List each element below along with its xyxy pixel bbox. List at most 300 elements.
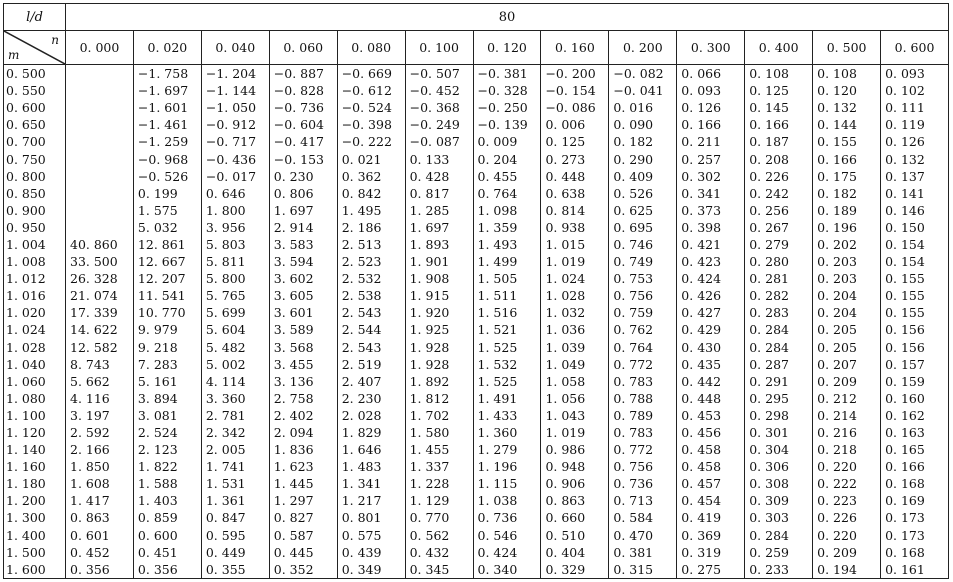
- value-cell: 0. 458: [677, 441, 745, 458]
- value-cell: 0. 427: [677, 304, 745, 321]
- value-cell: 9. 979: [133, 321, 201, 338]
- value-cell: 0. 456: [677, 424, 745, 441]
- value-cell: 0. 736: [609, 475, 677, 492]
- m-value-cell: 1. 004: [4, 236, 66, 253]
- value-cell: 1. 511: [473, 287, 541, 304]
- value-cell: 0. 817: [405, 185, 473, 202]
- m-value-cell: 1. 300: [4, 509, 66, 526]
- value-cell: 1. 115: [473, 475, 541, 492]
- value-cell: 17. 339: [66, 304, 134, 321]
- value-cell: −0. 041: [609, 82, 677, 99]
- value-cell: −0. 200: [541, 65, 609, 83]
- value-cell: 0. 203: [813, 253, 881, 270]
- value-cell: 0. 301: [745, 424, 813, 441]
- value-cell: 0. 282: [745, 287, 813, 304]
- value-cell: 12. 667: [133, 253, 201, 270]
- value-cell: 0. 125: [541, 133, 609, 150]
- value-cell: 0. 220: [813, 458, 881, 475]
- value-cell: 1. 893: [405, 236, 473, 253]
- value-cell: 0. 157: [881, 356, 949, 373]
- value-cell: 0. 212: [813, 390, 881, 407]
- n-header-cell: 0. 040: [201, 31, 269, 65]
- value-cell: 1. 359: [473, 219, 541, 236]
- value-cell: 7. 283: [133, 356, 201, 373]
- n-header-cell: 0. 060: [269, 31, 337, 65]
- m-value-cell: 0. 850: [4, 185, 66, 202]
- value-cell: 1. 024: [541, 270, 609, 287]
- value-cell: 0. 470: [609, 527, 677, 544]
- table-row: [4, 373, 949, 390]
- value-cell: 12. 582: [66, 339, 134, 356]
- n-header-cell: 0. 100: [405, 31, 473, 65]
- m-value-cell: 1. 600: [4, 561, 66, 579]
- value-cell: 0. 203: [813, 270, 881, 287]
- value-cell: 4. 116: [66, 390, 134, 407]
- value-cell: −0. 249: [405, 116, 473, 133]
- m-value-cell: 0. 550: [4, 82, 66, 99]
- ld-label: l/d: [4, 4, 66, 31]
- value-cell: 0. 315: [609, 561, 677, 579]
- ld-header-row: [4, 4, 949, 31]
- value-cell: 0. 126: [881, 133, 949, 150]
- table-row: [4, 82, 949, 99]
- value-cell: 1. 580: [405, 424, 473, 441]
- table-row: [4, 219, 949, 236]
- value-cell: −0. 968: [133, 150, 201, 167]
- n-header-cell: 0. 020: [133, 31, 201, 65]
- value-cell: 0. 214: [813, 407, 881, 424]
- value-cell: 1. 360: [473, 424, 541, 441]
- value-cell: 0. 587: [269, 527, 337, 544]
- m-value-cell: 1. 016: [4, 287, 66, 304]
- value-cell: 1. 279: [473, 441, 541, 458]
- value-cell: 26. 328: [66, 270, 134, 287]
- value-cell: 0. 510: [541, 527, 609, 544]
- value-cell: 2. 230: [337, 390, 405, 407]
- value-cell: 0. 458: [677, 458, 745, 475]
- value-cell: 0. 144: [813, 116, 881, 133]
- value-cell: 0. 423: [677, 253, 745, 270]
- value-cell: 2. 592: [66, 424, 134, 441]
- m-value-cell: 0. 950: [4, 219, 66, 236]
- value-cell: 3. 589: [269, 321, 337, 338]
- value-cell: 2. 532: [337, 270, 405, 287]
- value-cell: 1. 285: [405, 202, 473, 219]
- value-cell: 2. 342: [201, 424, 269, 441]
- value-cell: 1. 361: [201, 492, 269, 509]
- value-cell: 0. 600: [133, 527, 201, 544]
- value-cell: 0. 205: [813, 339, 881, 356]
- table-row: [4, 236, 949, 253]
- value-cell: 1. 196: [473, 458, 541, 475]
- value-cell: 0. 806: [269, 185, 337, 202]
- value-cell: 0. 287: [745, 356, 813, 373]
- value-cell: 2. 005: [201, 441, 269, 458]
- value-cell: 0. 455: [473, 168, 541, 185]
- value-cell: 0. 161: [881, 561, 949, 579]
- value-cell: 2. 513: [337, 236, 405, 253]
- value-cell: 3. 197: [66, 407, 134, 424]
- table-row: [4, 270, 949, 287]
- value-cell: 0. 166: [881, 458, 949, 475]
- value-cell: 0. 432: [405, 544, 473, 561]
- value-cell: 0. 273: [541, 150, 609, 167]
- value-cell: 0. 173: [881, 527, 949, 544]
- value-cell: −0. 250: [473, 99, 541, 116]
- m-value-cell: 1. 060: [4, 373, 66, 390]
- value-cell: 0. 093: [881, 65, 949, 83]
- value-cell: 0. 125: [745, 82, 813, 99]
- value-cell: 1. 822: [133, 458, 201, 475]
- m-value-cell: 1. 140: [4, 441, 66, 458]
- value-cell: 0. 814: [541, 202, 609, 219]
- table-row: [4, 458, 949, 475]
- value-cell: 1. 491: [473, 390, 541, 407]
- value-cell: −0. 887: [269, 65, 337, 83]
- value-cell: 0. 187: [745, 133, 813, 150]
- value-cell: 2. 523: [337, 253, 405, 270]
- table-row: [4, 133, 949, 150]
- value-cell: 0. 736: [473, 509, 541, 526]
- value-cell: 0. 145: [745, 99, 813, 116]
- value-cell: 0. 749: [609, 253, 677, 270]
- value-cell: 0. 163: [881, 424, 949, 441]
- value-cell: 0. 562: [405, 527, 473, 544]
- value-cell: 0. 646: [201, 185, 269, 202]
- m-value-cell: 0. 600: [4, 99, 66, 116]
- value-cell: 0. 120: [813, 82, 881, 99]
- value-cell: 0. 284: [745, 339, 813, 356]
- n-header-row: [4, 31, 949, 65]
- value-cell: −0. 436: [201, 150, 269, 167]
- table-row: [4, 116, 949, 133]
- value-cell: 1. 455: [405, 441, 473, 458]
- value-cell: 2. 524: [133, 424, 201, 441]
- value-cell: 0. 259: [745, 544, 813, 561]
- value-cell: 1. 495: [337, 202, 405, 219]
- value-cell: 1. 028: [541, 287, 609, 304]
- value-cell: 3. 583: [269, 236, 337, 253]
- m-value-cell: 1. 180: [4, 475, 66, 492]
- value-cell: 3. 602: [269, 270, 337, 287]
- value-cell: 3. 568: [269, 339, 337, 356]
- value-cell: 0. 421: [677, 236, 745, 253]
- value-cell: 12. 861: [133, 236, 201, 253]
- value-cell: 1. 505: [473, 270, 541, 287]
- value-cell: 3. 360: [201, 390, 269, 407]
- value-cell: 0. 175: [813, 168, 881, 185]
- value-cell: 3. 605: [269, 287, 337, 304]
- table-row: [4, 65, 949, 83]
- value-cell: 0. 906: [541, 475, 609, 492]
- m-value-cell: 1. 200: [4, 492, 66, 509]
- value-cell: 0. 021: [337, 150, 405, 167]
- value-cell: −0. 669: [337, 65, 405, 83]
- value-cell: 1. 812: [405, 390, 473, 407]
- value-cell: 0. 859: [133, 509, 201, 526]
- value-cell: 0. 166: [745, 116, 813, 133]
- value-cell: 0. 762: [609, 321, 677, 338]
- value-cell: −1. 259: [133, 133, 201, 150]
- value-cell: 2. 166: [66, 441, 134, 458]
- value-cell: −0. 604: [269, 116, 337, 133]
- table-row: [4, 527, 949, 544]
- m-value-cell: 0. 900: [4, 202, 66, 219]
- value-cell: 3. 136: [269, 373, 337, 390]
- value-cell: 2. 914: [269, 219, 337, 236]
- table-row: [4, 475, 949, 492]
- value-cell: 0. 102: [881, 82, 949, 99]
- table-body: [4, 65, 949, 579]
- value-cell: 0. 159: [881, 373, 949, 390]
- value-cell: 1. 445: [269, 475, 337, 492]
- value-cell: 0. 428: [405, 168, 473, 185]
- value-cell: 1. 915: [405, 287, 473, 304]
- value-cell: 0. 165: [881, 441, 949, 458]
- value-cell: 2. 186: [337, 219, 405, 236]
- value-cell: −0. 736: [269, 99, 337, 116]
- value-cell: 0. 783: [609, 373, 677, 390]
- table-row: [4, 168, 949, 185]
- value-cell: 1. 228: [405, 475, 473, 492]
- value-cell: 1. 516: [473, 304, 541, 321]
- value-cell: −0. 452: [405, 82, 473, 99]
- value-cell: 0. 863: [66, 509, 134, 526]
- value-cell: 1. 032: [541, 304, 609, 321]
- value-cell: 2. 543: [337, 304, 405, 321]
- value-cell: 1. 741: [201, 458, 269, 475]
- value-cell: 0. 713: [609, 492, 677, 509]
- value-cell: 1. 588: [133, 475, 201, 492]
- table-row: [4, 561, 949, 579]
- value-cell: 0. 202: [813, 236, 881, 253]
- value-cell: 0. 435: [677, 356, 745, 373]
- value-cell: 1. 015: [541, 236, 609, 253]
- value-cell: 0. 207: [813, 356, 881, 373]
- value-cell: 1. 892: [405, 373, 473, 390]
- table-row: [4, 321, 949, 338]
- value-cell: 0. 204: [813, 287, 881, 304]
- value-cell: −0. 526: [133, 168, 201, 185]
- value-cell: 0. 182: [609, 133, 677, 150]
- value-cell: −0. 381: [473, 65, 541, 83]
- value-cell: −0. 153: [269, 150, 337, 167]
- m-value-cell: 1. 012: [4, 270, 66, 287]
- value-cell: 5. 662: [66, 373, 134, 390]
- value-cell: 0. 168: [881, 475, 949, 492]
- value-cell: 0. 409: [609, 168, 677, 185]
- value-cell: 0. 209: [813, 373, 881, 390]
- m-value-cell: 0. 700: [4, 133, 66, 150]
- value-cell: 0. 584: [609, 509, 677, 526]
- value-cell: 0. 847: [201, 509, 269, 526]
- m-value-cell: 1. 020: [4, 304, 66, 321]
- value-cell: −1. 758: [133, 65, 201, 83]
- value-cell: 0. 006: [541, 116, 609, 133]
- value-cell: 0. 356: [66, 561, 134, 579]
- value-cell: 1. 608: [66, 475, 134, 492]
- value-cell: 2. 028: [337, 407, 405, 424]
- value-cell: 0. 173: [881, 509, 949, 526]
- value-cell: 1. 337: [405, 458, 473, 475]
- value-cell: 1. 928: [405, 339, 473, 356]
- table-row: [4, 390, 949, 407]
- value-cell: 1. 493: [473, 236, 541, 253]
- value-cell: 0. 155: [881, 304, 949, 321]
- value-cell: 0. 601: [66, 527, 134, 544]
- value-cell: 0. 150: [881, 219, 949, 236]
- value-cell: 5. 803: [201, 236, 269, 253]
- value-cell: 0. 155: [881, 270, 949, 287]
- m-value-cell: 0. 750: [4, 150, 66, 167]
- value-cell: 21. 074: [66, 287, 134, 304]
- value-cell: 1. 908: [405, 270, 473, 287]
- value-cell: 0. 449: [201, 544, 269, 561]
- n-header-cell: 0. 600: [881, 31, 949, 65]
- value-cell: 1. 836: [269, 441, 337, 458]
- value-cell: 0. 009: [473, 133, 541, 150]
- value-cell: 0. 204: [813, 304, 881, 321]
- value-cell: 1. 098: [473, 202, 541, 219]
- n-axis-label: n: [51, 33, 59, 47]
- value-cell: 0. 451: [133, 544, 201, 561]
- value-cell: 0. 283: [745, 304, 813, 321]
- value-cell: 0. 457: [677, 475, 745, 492]
- value-cell: 1. 531: [201, 475, 269, 492]
- value-cell: 14. 622: [66, 321, 134, 338]
- value-cell: 1. 850: [66, 458, 134, 475]
- value-cell: 5. 604: [201, 321, 269, 338]
- value-cell: 2. 781: [201, 407, 269, 424]
- value-cell: 0. 162: [881, 407, 949, 424]
- value-cell: 0. 156: [881, 321, 949, 338]
- value-cell: −1. 461: [133, 116, 201, 133]
- value-cell: 5. 002: [201, 356, 269, 373]
- value-cell: −0. 417: [269, 133, 337, 150]
- value-cell: 1. 056: [541, 390, 609, 407]
- m-value-cell: 1. 160: [4, 458, 66, 475]
- table-row: [4, 407, 949, 424]
- value-cell: 0. 156: [881, 339, 949, 356]
- value-cell: 0. 154: [881, 253, 949, 270]
- value-cell: 1. 532: [473, 356, 541, 373]
- table-row: [4, 424, 949, 441]
- value-cell: [66, 219, 134, 236]
- value-cell: 0. 575: [337, 527, 405, 544]
- value-cell: −0. 524: [337, 99, 405, 116]
- value-cell: 0. 453: [677, 407, 745, 424]
- value-cell: −0. 154: [541, 82, 609, 99]
- value-cell: 1. 129: [405, 492, 473, 509]
- value-cell: [66, 116, 134, 133]
- value-cell: 1. 036: [541, 321, 609, 338]
- value-cell: 1. 646: [337, 441, 405, 458]
- value-cell: 0. 695: [609, 219, 677, 236]
- value-cell: 0. 302: [677, 168, 745, 185]
- value-cell: 8. 743: [66, 356, 134, 373]
- table-row: [4, 202, 949, 219]
- value-cell: 1. 521: [473, 321, 541, 338]
- value-cell: 0. 625: [609, 202, 677, 219]
- table-row: [4, 339, 949, 356]
- value-cell: 5. 800: [201, 270, 269, 287]
- value-cell: 3. 081: [133, 407, 201, 424]
- table-row: [4, 544, 949, 561]
- value-cell: −1. 144: [201, 82, 269, 99]
- table-row: [4, 356, 949, 373]
- value-cell: 0. 356: [133, 561, 201, 579]
- value-cell: 0. 448: [677, 390, 745, 407]
- value-cell: 1. 433: [473, 407, 541, 424]
- value-cell: 0. 424: [677, 270, 745, 287]
- value-cell: 3. 594: [269, 253, 337, 270]
- value-cell: 0. 168: [881, 544, 949, 561]
- value-cell: 0. 340: [473, 561, 541, 579]
- value-cell: [66, 133, 134, 150]
- value-cell: 0. 216: [813, 424, 881, 441]
- value-cell: 0. 842: [337, 185, 405, 202]
- value-cell: 0. 429: [677, 321, 745, 338]
- value-cell: 0. 226: [813, 509, 881, 526]
- m-value-cell: 1. 100: [4, 407, 66, 424]
- value-cell: 0. 196: [813, 219, 881, 236]
- value-cell: 0. 772: [609, 356, 677, 373]
- value-cell: 0. 108: [813, 65, 881, 83]
- value-cell: 0. 093: [677, 82, 745, 99]
- value-cell: 5. 482: [201, 339, 269, 356]
- value-cell: −0. 086: [541, 99, 609, 116]
- value-cell: 0. 352: [269, 561, 337, 579]
- value-cell: 9. 218: [133, 339, 201, 356]
- value-cell: −0. 398: [337, 116, 405, 133]
- value-cell: −1. 601: [133, 99, 201, 116]
- value-cell: 2. 402: [269, 407, 337, 424]
- value-cell: 0. 329: [541, 561, 609, 579]
- value-cell: 0. 863: [541, 492, 609, 509]
- value-cell: −0. 082: [609, 65, 677, 83]
- value-cell: 0. 066: [677, 65, 745, 83]
- value-cell: 0. 445: [269, 544, 337, 561]
- n-header-cell: 0. 300: [677, 31, 745, 65]
- value-cell: 0. 369: [677, 527, 745, 544]
- value-cell: 0. 355: [201, 561, 269, 579]
- value-cell: 0. 230: [269, 168, 337, 185]
- table-row: [4, 441, 949, 458]
- value-cell: 1. 403: [133, 492, 201, 509]
- value-cell: 0. 783: [609, 424, 677, 441]
- value-cell: 0. 189: [813, 202, 881, 219]
- value-cell: 0. 309: [745, 492, 813, 509]
- value-cell: 0. 308: [745, 475, 813, 492]
- value-cell: 2. 538: [337, 287, 405, 304]
- value-cell: 0. 211: [677, 133, 745, 150]
- value-cell: 0. 169: [881, 492, 949, 509]
- table-row: [4, 509, 949, 526]
- table-row: [4, 492, 949, 509]
- value-cell: 33. 500: [66, 253, 134, 270]
- value-cell: 0. 199: [133, 185, 201, 202]
- value-cell: 0. 108: [745, 65, 813, 83]
- value-cell: 0. 141: [881, 185, 949, 202]
- value-cell: 0. 426: [677, 287, 745, 304]
- value-cell: 0. 764: [609, 339, 677, 356]
- value-cell: 0. 223: [813, 492, 881, 509]
- value-cell: 0. 220: [813, 527, 881, 544]
- n-header-cell: 0. 160: [541, 31, 609, 65]
- value-cell: −0. 828: [269, 82, 337, 99]
- value-cell: 2. 758: [269, 390, 337, 407]
- value-cell: −0. 612: [337, 82, 405, 99]
